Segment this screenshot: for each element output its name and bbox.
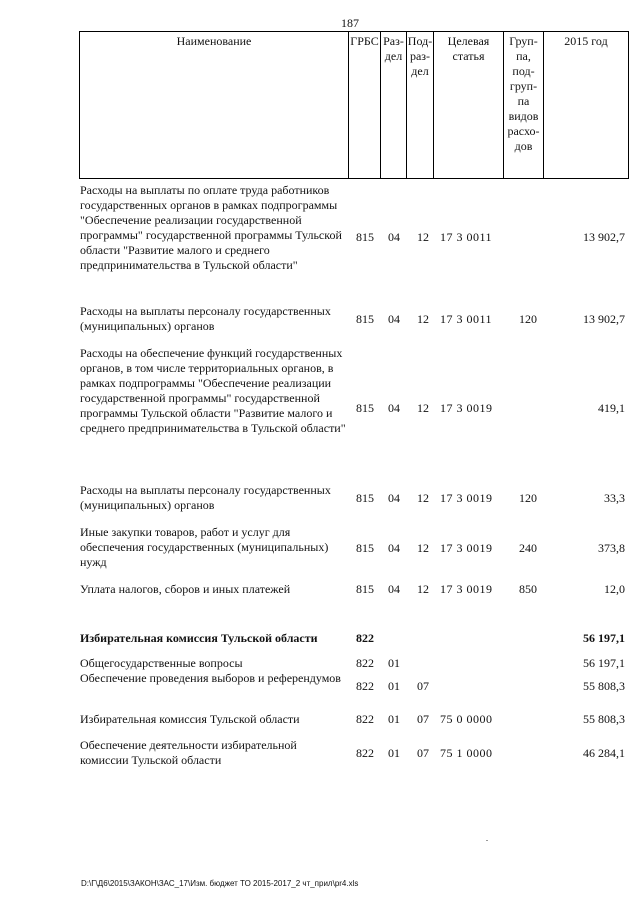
row-razdel: 01 bbox=[388, 679, 400, 693]
row-group: 850 bbox=[519, 582, 537, 596]
row-name: Обеспечение деятельности избирательной комиссии Тульской области bbox=[80, 738, 297, 767]
row-name: Расходы на выплаты по оплате труда работников государственных органов в рамках подпрограммы "Обеспечение реализации государственной программы" государственной программы Тульской области "Развитие малого и среднего предпринимательства в Тульской области" bbox=[80, 183, 342, 272]
row-name: Расходы на выплаты персоналу государственных (муниципальных) органов bbox=[80, 483, 331, 512]
row-razdel: 04 bbox=[388, 401, 400, 415]
row-grbs: 822 bbox=[356, 746, 374, 760]
row-grbs: 822 bbox=[356, 631, 374, 645]
row-podrazdel: 07 bbox=[417, 746, 429, 760]
row-amount: 13 902,7 bbox=[583, 230, 625, 244]
row-name: Расходы на выплаты персоналу государственных (муниципальных) органов bbox=[80, 304, 331, 333]
row-grbs: 822 bbox=[356, 679, 374, 693]
row-amount: 55 808,3 bbox=[583, 712, 625, 726]
header-razdel: Раз- дел bbox=[380, 31, 406, 179]
row-podrazdel: 07 bbox=[417, 679, 429, 693]
row-target: 17 3 0019 bbox=[440, 582, 493, 596]
row-podrazdel: 12 bbox=[417, 491, 429, 505]
header-year: 2015 год bbox=[543, 31, 629, 179]
row-name: Избирательная комиссия Тульской области bbox=[80, 631, 318, 645]
row-group: 120 bbox=[519, 312, 537, 326]
row-grbs: 815 bbox=[356, 230, 374, 244]
row-podrazdel: 12 bbox=[417, 312, 429, 326]
row-amount: 33,3 bbox=[604, 491, 625, 505]
row-grbs: 815 bbox=[356, 582, 374, 596]
row-group: 120 bbox=[519, 491, 537, 505]
row-razdel: 04 bbox=[388, 230, 400, 244]
row-name: Иные закупки товаров, работ и услуг для обеспечения государственных (муниципальных) нужд bbox=[80, 525, 329, 569]
row-podrazdel: 12 bbox=[417, 541, 429, 555]
row-group: 240 bbox=[519, 541, 537, 555]
row-razdel: 04 bbox=[388, 312, 400, 326]
row-amount: 373,8 bbox=[598, 541, 625, 555]
row-target: 75 0 0000 bbox=[440, 712, 493, 726]
row-name: Уплата налогов, сборов и иных платежей bbox=[80, 582, 291, 596]
row-podrazdel: 07 bbox=[417, 712, 429, 726]
row-razdel: 04 bbox=[388, 541, 400, 555]
row-grbs: 815 bbox=[356, 401, 374, 415]
row-name: Избирательная комиссия Тульской области bbox=[80, 712, 300, 726]
row-amount: 55 808,3 bbox=[583, 679, 625, 693]
row-target: 17 3 0019 bbox=[440, 541, 493, 555]
row-amount: 56 197,1 bbox=[583, 631, 625, 645]
header-podrazdel: Под- раз- дел bbox=[406, 31, 433, 179]
row-name: Расходы на обеспечение функций государственных органов, в том числе территориальных органов, в рамках подпрограммы "Обеспечение реализации государственной программы" государственной программы Тульской области "Развитие малого и среднего предпринимательства в Тульской области" bbox=[80, 346, 346, 435]
header-group: Груп- па, под- груп- па видов расхо- дов bbox=[503, 31, 543, 179]
row-target: 17 3 0011 bbox=[440, 230, 493, 244]
row-podrazdel: 12 bbox=[417, 230, 429, 244]
scan-mark bbox=[486, 840, 488, 841]
row-amount: 12,0 bbox=[604, 582, 625, 596]
row-grbs: 815 bbox=[356, 541, 374, 555]
row-target: 75 1 0000 bbox=[440, 746, 493, 760]
row-grbs: 822 bbox=[356, 656, 374, 670]
page-number: 187 bbox=[341, 16, 359, 30]
row-grbs: 815 bbox=[356, 312, 374, 326]
row-amount: 419,1 bbox=[598, 401, 625, 415]
row-target: 17 3 0019 bbox=[440, 401, 493, 415]
header-name: Наименование bbox=[79, 31, 348, 179]
row-name: Обеспечение проведения выборов и референдумов bbox=[80, 671, 341, 685]
file-path-footer: D:\Г\Д6\2015\ЗАКОН\ЗАС_17\Изм. бюджет ТО 2015-2017_2 чт_прил\pr4.xls bbox=[81, 879, 359, 888]
header-target: Целевая статья bbox=[433, 31, 503, 179]
row-name: Общегосударственные вопросы bbox=[80, 656, 243, 670]
row-podrazdel: 12 bbox=[417, 401, 429, 415]
row-amount: 13 902,7 bbox=[583, 312, 625, 326]
row-razdel: 01 bbox=[388, 656, 400, 670]
row-razdel: 04 bbox=[388, 491, 400, 505]
row-amount: 56 197,1 bbox=[583, 656, 625, 670]
row-podrazdel: 12 bbox=[417, 582, 429, 596]
header-grbs: ГРБС bbox=[348, 31, 380, 179]
row-razdel: 01 bbox=[388, 712, 400, 726]
row-razdel: 01 bbox=[388, 746, 400, 760]
row-razdel: 04 bbox=[388, 582, 400, 596]
row-amount: 46 284,1 bbox=[583, 746, 625, 760]
row-grbs: 822 bbox=[356, 712, 374, 726]
row-target: 17 3 0011 bbox=[440, 312, 493, 326]
row-grbs: 815 bbox=[356, 491, 374, 505]
row-target: 17 3 0019 bbox=[440, 491, 493, 505]
